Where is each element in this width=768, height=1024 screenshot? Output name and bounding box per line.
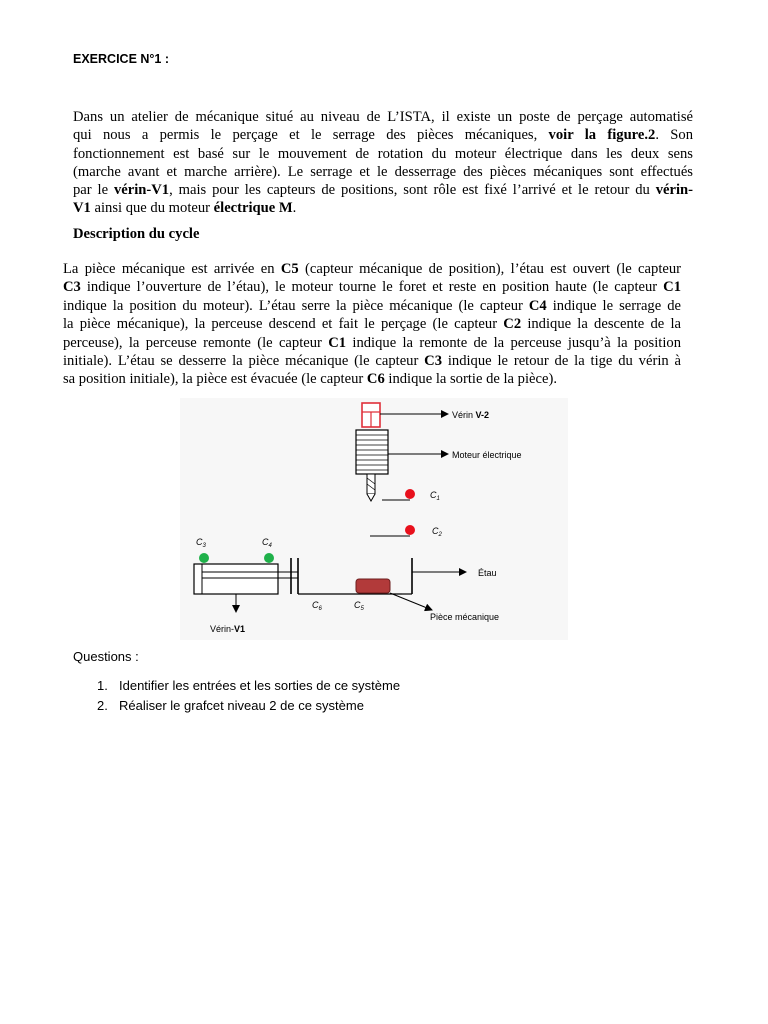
cycle-line xyxy=(63,297,681,315)
label-verin-v2: Vérin V-2 xyxy=(452,410,490,420)
text-run: indique la position du moteur). L’étau serre la pièce mécanique (le capteur xyxy=(63,297,529,314)
text-bold: vérin-V1 xyxy=(113,182,170,199)
text-run: La pièce mécanique est arrivée en xyxy=(63,261,281,277)
label-piece: Pièce mécanique xyxy=(430,612,500,622)
label-c4: $C_4$ xyxy=(262,537,272,549)
sensor-ref: C3 xyxy=(424,353,443,370)
drill-bit-icon xyxy=(367,474,375,501)
vise-icon xyxy=(291,558,412,594)
text-run: indique l’ouverture de l’étau), le moteur tourne le foret et reste en position haute (le capteur xyxy=(80,279,664,296)
cycle-line xyxy=(63,278,681,296)
question-item xyxy=(97,696,400,716)
exercise-title: EXERCICE N°1 : xyxy=(73,52,169,66)
cycle-line xyxy=(63,315,681,333)
intro-line: Dans un atelier de mécanique situé au niveau de L’ISTA, il existe un poste de perçage automatisé xyxy=(73,109,693,125)
text-run: indique la descente de la xyxy=(521,316,681,333)
cycle-line xyxy=(63,334,681,352)
sensor-ref: C2 xyxy=(503,316,522,333)
label-c2: $C_2$ xyxy=(432,526,442,538)
label-motor: Moteur électrique xyxy=(452,450,522,460)
question-text: Réaliser le grafcet niveau 2 de ce système xyxy=(119,698,364,713)
label-verin-v1: Vérin-V1 xyxy=(210,624,246,634)
sensor-c3-icon xyxy=(199,553,209,563)
cycle-line xyxy=(63,352,681,370)
text-run: indique la sortie de la pièce). xyxy=(384,371,557,388)
text-run: par le xyxy=(73,182,114,199)
questions-list xyxy=(97,676,400,716)
sensor-ref: C4 xyxy=(528,297,547,314)
text-run: la pièce mécanique), la perceuse descend et fait le perçage (le capteur xyxy=(63,316,504,333)
intro-paragraph xyxy=(73,108,693,218)
question-text: Identifier les entrées et les sorties de ce système xyxy=(119,678,401,693)
text-run: . xyxy=(292,200,297,217)
cylinder-v1-icon xyxy=(194,564,298,594)
label-c1: $C_1$ xyxy=(430,490,440,502)
text-run: perceuse), la perceuse remonte (le capteur xyxy=(63,334,329,351)
sensor-ref: C3 xyxy=(63,279,81,296)
sensor-c4-icon xyxy=(264,553,274,563)
intro-line xyxy=(73,199,693,217)
question-number: 2. xyxy=(97,698,108,713)
text-bold: vérin- xyxy=(655,182,693,199)
text-run: ainsi que du moteur xyxy=(90,200,214,217)
label-c6: $C_6$ xyxy=(312,600,322,612)
questions-label: Questions : xyxy=(73,649,139,664)
text-bold: V1 xyxy=(73,200,91,217)
text-run: indique la remonte de la perceuse jusqu’à la position xyxy=(346,334,681,351)
cycle-paragraph xyxy=(63,260,681,389)
text-run: (capteur mécanique de position), l’étau est ouvert (le capteur xyxy=(298,261,682,277)
text-run: initiale). L’étau se desserre la pièce mécanique (le capteur xyxy=(63,353,425,370)
sensor-ref: C5 xyxy=(280,261,299,277)
text-run: sa position initiale), la pièce est évacuée (le capteur xyxy=(63,371,367,388)
intro-line xyxy=(73,181,693,199)
figure-reference: voir la figure.2 xyxy=(548,127,656,144)
sensor-ref: C6 xyxy=(366,371,385,388)
arrow-piece xyxy=(390,593,432,610)
cylinder-v2-icon xyxy=(362,403,380,427)
label-c5: $C_5$ xyxy=(354,600,364,612)
sensor-ref: C1 xyxy=(328,334,347,351)
cycle-heading: Description du cycle xyxy=(73,226,200,242)
text-bold: électrique M xyxy=(213,200,293,217)
cycle-line xyxy=(63,370,681,388)
text-run: . Son xyxy=(655,127,693,144)
intro-line: (marche avant et marche arrière). Le serrage et le desserrage des pièces mécaniques sont effectués xyxy=(73,163,693,180)
sensor-ref: C1 xyxy=(663,279,681,296)
text-run: indique le retour de la tige du vérin à xyxy=(442,353,681,370)
label-etau: Étau xyxy=(478,568,497,578)
workpiece-icon xyxy=(356,579,390,593)
intro-line xyxy=(73,126,693,144)
text-run: indique le serrage de xyxy=(546,297,681,314)
cycle-line xyxy=(63,260,681,278)
label-c3: $C_3$ xyxy=(196,537,206,549)
text-run: qui nous a permis le perçage et le serrage des pièces mécaniques, xyxy=(73,127,549,144)
sensor-c1-icon xyxy=(405,489,415,499)
sensor-c2-icon xyxy=(405,525,415,535)
question-item xyxy=(97,676,400,696)
motor-icon xyxy=(356,430,388,474)
text-run: , mais pour les capteurs de positions, sont rôle est fixé l’arrivé et le retour du xyxy=(169,182,656,199)
intro-line: fonctionnement est basé sur le mouvement de rotation du moteur électrique dans les deux sens xyxy=(73,145,693,162)
question-number: 1. xyxy=(97,678,108,693)
drilling-station-figure xyxy=(180,398,568,640)
